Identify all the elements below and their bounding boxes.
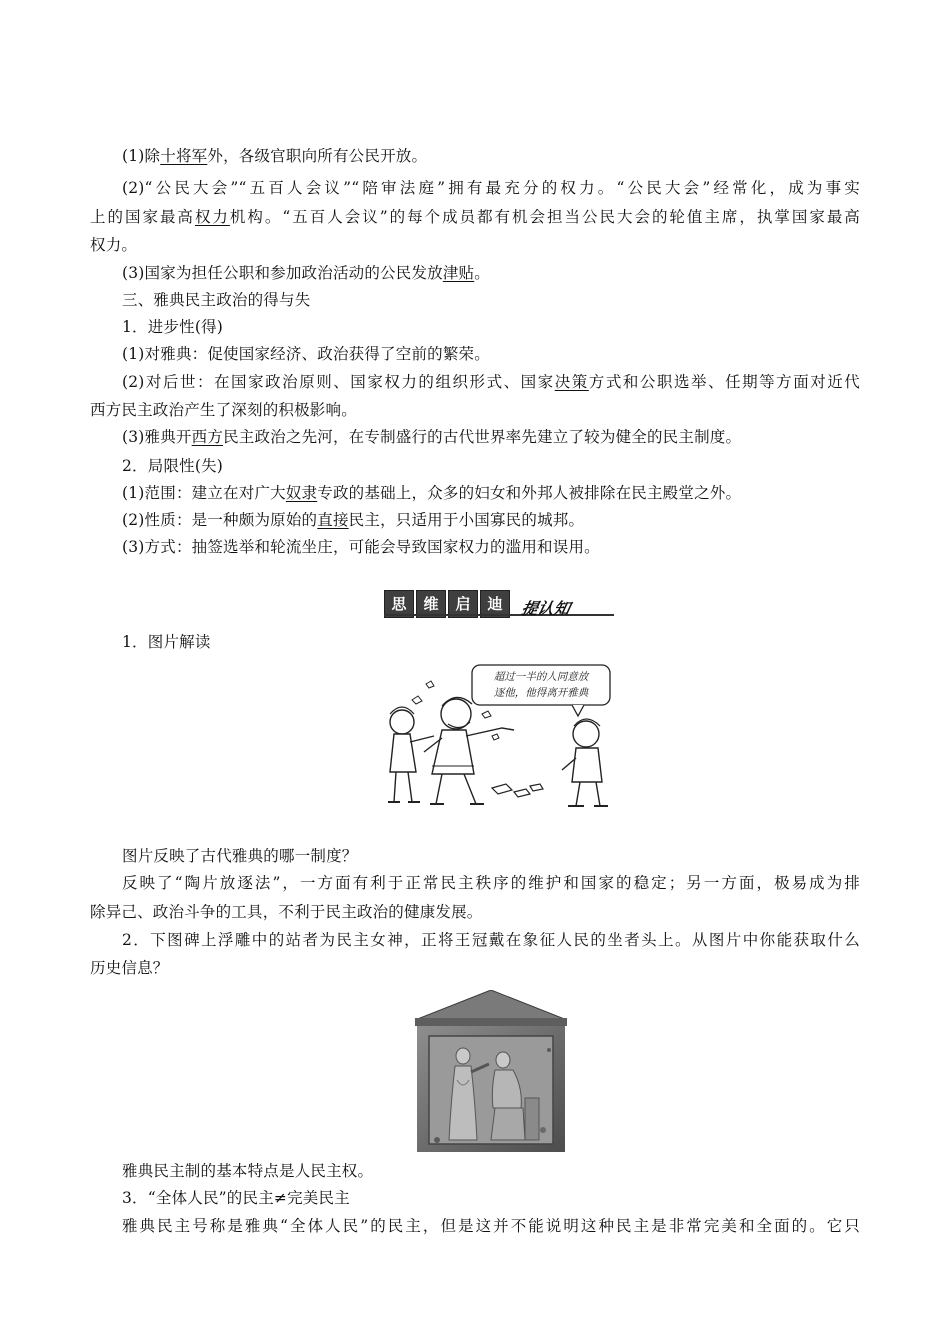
section-heading-gains-losses: 三、雅典民主政治的得与失 xyxy=(122,291,311,309)
banner-char: 维 xyxy=(416,590,446,618)
paragraph-officials xyxy=(122,146,427,166)
question-2-line1: 2．下图碑上浮雕中的站者为民主女神，正将王冠戴在象征人民的坐者头上。从图片中你能获取什么 xyxy=(122,931,860,949)
question-3-text: 雅典民主号称是雅典“全体人民”的民主，但是这并不能说明这种民主是非常完美和全面的。它只 xyxy=(122,1217,860,1235)
question-2-answer: 雅典民主制的基本特点是人民主权。 xyxy=(122,1162,374,1180)
text-segment: (2)对后世：在国家政治原则、国家权力的组织形式、国家 xyxy=(122,373,555,391)
underlined-term: 奴隶 xyxy=(285,484,318,502)
underlined-term: 津贴 xyxy=(442,264,475,282)
banner-char: 思 xyxy=(384,590,414,618)
text-segment: 机构。“五百人会议”的每个成员都有机会担当公民大会的轮值主席，执掌国家最高 xyxy=(229,208,861,226)
stele-relief-drawing xyxy=(413,990,569,1152)
banner-rule xyxy=(384,614,614,616)
paragraph-allowance xyxy=(122,263,490,283)
text-segment: 专政的基础上，众多的妇女和外邦人被排除在民主殿堂之外。 xyxy=(317,484,742,502)
text-segment: (3)雅典开 xyxy=(122,428,192,446)
text-segment: (3)国家为担任公职和参加政治活动的公民发放 xyxy=(122,264,443,282)
democracy-stele-image xyxy=(413,990,569,1152)
item-nature xyxy=(122,510,584,530)
underlined-term: 权力 xyxy=(194,208,230,226)
item-athens-prosperity: (1)对雅典：促使国家经济、政治获得了空前的繁荣。 xyxy=(122,345,490,363)
subheading-progressive: 1．进步性(得) xyxy=(122,318,224,336)
text-segment: 民主，只适用于小国寡民的城邦。 xyxy=(348,511,585,529)
question-1-answer-line2: 除异己、政治斗争的工具，不利于民主政治的健康发展。 xyxy=(90,903,483,921)
question-3-title: 3．“全体人民”的民主≠完美民主 xyxy=(122,1189,350,1207)
text-segment: 民主政治之先河，在专制盛行的古代世界率先建立了较为健全的民主制度。 xyxy=(223,428,742,446)
paragraph-assembly-line3: 权力。 xyxy=(90,236,138,254)
underlined-term: 十将军 xyxy=(160,147,208,165)
text-segment: 外，各级官职向所有公民开放。 xyxy=(207,147,428,165)
item-later-influence-line2: 西方民主政治产生了深刻的积极影响。 xyxy=(90,401,357,419)
text-segment: 方式和公职选举、任期等方面对近代 xyxy=(588,373,861,391)
cartoon-bubble-text-1: 超过一半的人同意放 xyxy=(493,671,589,683)
ostracism-cartoon-image xyxy=(372,662,616,812)
underlined-term: 直接 xyxy=(317,511,349,529)
item-western-pioneer xyxy=(122,427,741,447)
text-segment: (1)范围：建立在对广大 xyxy=(122,484,286,502)
question-1-answer-line1: 反映了“陶片放逐法”，一方面有利于正常民主秩序的维护和国家的稳定；另一方面，极易成为排 xyxy=(122,874,860,892)
question-1-title: 1．图片解读 xyxy=(122,633,211,651)
underlined-term: 决策 xyxy=(554,373,589,391)
paragraph-assembly-line1: (2)“公民大会”“五百人会议”“陪审法庭”拥有最充分的权力。“公民大会”经常化，成为事实 xyxy=(122,179,860,197)
banner-char: 启 xyxy=(448,590,478,618)
paragraph-assembly-line2 xyxy=(90,207,860,227)
question-1-prompt: 图片反映了古代雅典的哪一制度？ xyxy=(122,847,358,865)
subheading-limitations: 2．局限性(失) xyxy=(122,457,224,475)
question-2-line2: 历史信息？ xyxy=(90,959,169,977)
item-scope xyxy=(122,483,741,503)
text-segment: 上的国家最高 xyxy=(90,208,195,226)
cartoon-bubble-text-2: 逐他，他得离开雅典 xyxy=(493,687,589,699)
item-method: (3)方式：抽签选举和轮流坐庄，可能会导致国家权力的滥用和误用。 xyxy=(122,538,600,556)
text-segment: (2)性质：是一种颇为原始的 xyxy=(122,511,318,529)
banner-tab-text: 提认知 xyxy=(519,599,572,618)
text-segment: 。 xyxy=(474,264,490,282)
text-segment: (1)除 xyxy=(122,147,161,165)
section-banner xyxy=(384,590,614,622)
underlined-term: 西方 xyxy=(191,428,224,446)
ostracism-cartoon-drawing xyxy=(372,662,616,812)
banner-char: 迪 xyxy=(480,590,510,618)
item-later-influence-line1 xyxy=(122,372,860,392)
